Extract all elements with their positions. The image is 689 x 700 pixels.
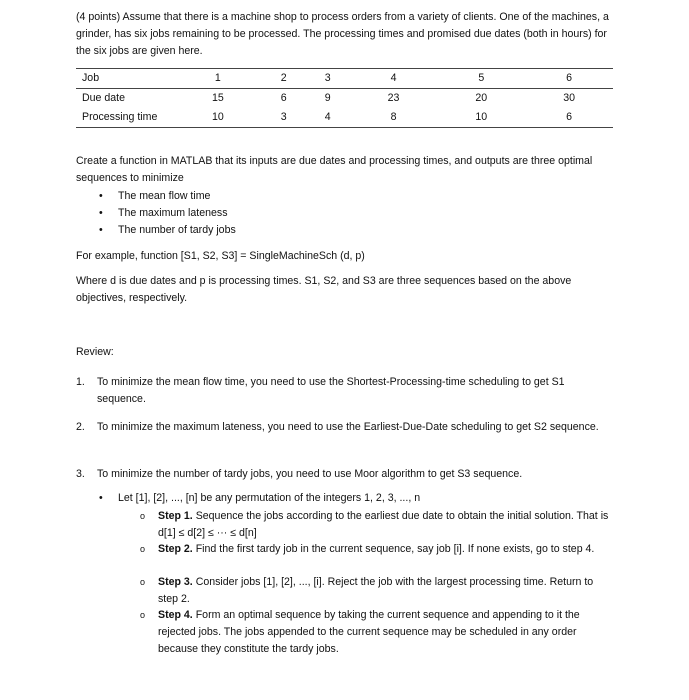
table-cell: 9 bbox=[324, 92, 331, 104]
table-cell: 6 bbox=[525, 108, 613, 128]
list-item: • The mean flow time bbox=[76, 188, 236, 205]
table-cell: 15 bbox=[211, 92, 224, 104]
problem-intro: (4 points) Assume that there is a machine shop to process orders from a variety of clients. One of the machines, a grinder, has six jobs remaining to be processed. The processing times and promised due dates (both in hours) for the six jobs are given here. bbox=[76, 11, 609, 57]
table-cell: 10 bbox=[437, 108, 525, 128]
example-signature: For example, function [S1, S2, S3] = SingleMachineSch (d, p) bbox=[76, 250, 365, 262]
table-cell: 3 bbox=[262, 108, 306, 128]
review-item-3: 3. To minimize the number of tardy jobs, you need to use Moor algorithm to get S3 sequence. bbox=[76, 468, 523, 480]
jobs-table bbox=[76, 68, 613, 128]
table-row-processing-time bbox=[76, 108, 613, 128]
table-cell: 20 bbox=[475, 92, 488, 104]
bullet-icon: • bbox=[99, 224, 103, 236]
objectives-list bbox=[76, 188, 236, 239]
row-label: Due date bbox=[82, 92, 125, 104]
circle-bullet-icon: o bbox=[140, 577, 146, 587]
bullet-icon: • bbox=[99, 207, 103, 219]
table-cell: 5 bbox=[437, 69, 525, 89]
step-3: o Step 3. Consider jobs [1], [2], ..., [i]. Reject the job with the largest processing time. Return to step 2. bbox=[140, 576, 594, 605]
step-1: o Step 1. Sequence the jobs according to the earliest due date to obtain the initial solution. That is d[1] ≤ d[2] ≤ ··· ≤ d[n] bbox=[140, 510, 609, 539]
circle-bullet-icon: o bbox=[140, 610, 146, 620]
bullet-icon: • bbox=[99, 492, 103, 504]
review-item-1: 1. To minimize the mean flow time, you need to use the Shortest-Processing-time scheduling to get S1 sequence. bbox=[76, 376, 565, 405]
table-row-due-date bbox=[76, 89, 613, 109]
bullet-icon: • bbox=[99, 190, 103, 202]
step-4: o Step 4. Form an optimal sequence by taking the current sequence and appending to it the rejected jobs. The jobs appended to the current sequence may be scheduled in any order because they constitute the tardy jobs. bbox=[140, 609, 580, 655]
review-heading: Review: bbox=[76, 346, 114, 358]
parameter-description: Where d is due dates and p is processing times. S1, S2, and S3 are three sequences based on the above objectives, respectively. bbox=[76, 275, 572, 304]
table-row-job bbox=[76, 69, 613, 89]
table-cell: 10 bbox=[174, 108, 262, 128]
table-cell: 2 bbox=[262, 69, 306, 89]
table-cell: 4 bbox=[350, 69, 438, 89]
table-cell: 4 bbox=[306, 108, 350, 128]
table-cell: 1 bbox=[174, 69, 262, 89]
step-2: o Step 2. Find the first tardy job in the current sequence, say job [i]. If none exists, go to step 4. bbox=[76, 541, 594, 558]
task-description: Create a function in MATLAB that its inputs are due dates and processing times, and outputs are three optimal sequences to minimize bbox=[76, 155, 593, 184]
list-item: • The number of tardy jobs bbox=[76, 222, 236, 239]
circle-bullet-icon: o bbox=[140, 544, 146, 554]
table-cell: 23 bbox=[387, 92, 400, 104]
table-cell: 8 bbox=[350, 108, 438, 128]
circle-bullet-icon: o bbox=[140, 511, 146, 521]
review-item-2: 2. To minimize the maximum lateness, you need to use the Earliest-Due-Date scheduling to get S2 sequence. bbox=[76, 421, 599, 433]
row-label: Processing time bbox=[76, 108, 174, 128]
row-label: Job bbox=[76, 69, 174, 89]
list-item: • The maximum lateness bbox=[76, 205, 236, 222]
table-cell: 3 bbox=[306, 69, 350, 89]
table-cell: 6 bbox=[280, 92, 287, 104]
table-cell: 30 bbox=[563, 92, 575, 104]
permutation-item: • Let [1], [2], ..., [n] be any permutation of the integers 1, 2, 3, ..., n bbox=[76, 490, 616, 507]
table-cell: 6 bbox=[525, 69, 613, 89]
